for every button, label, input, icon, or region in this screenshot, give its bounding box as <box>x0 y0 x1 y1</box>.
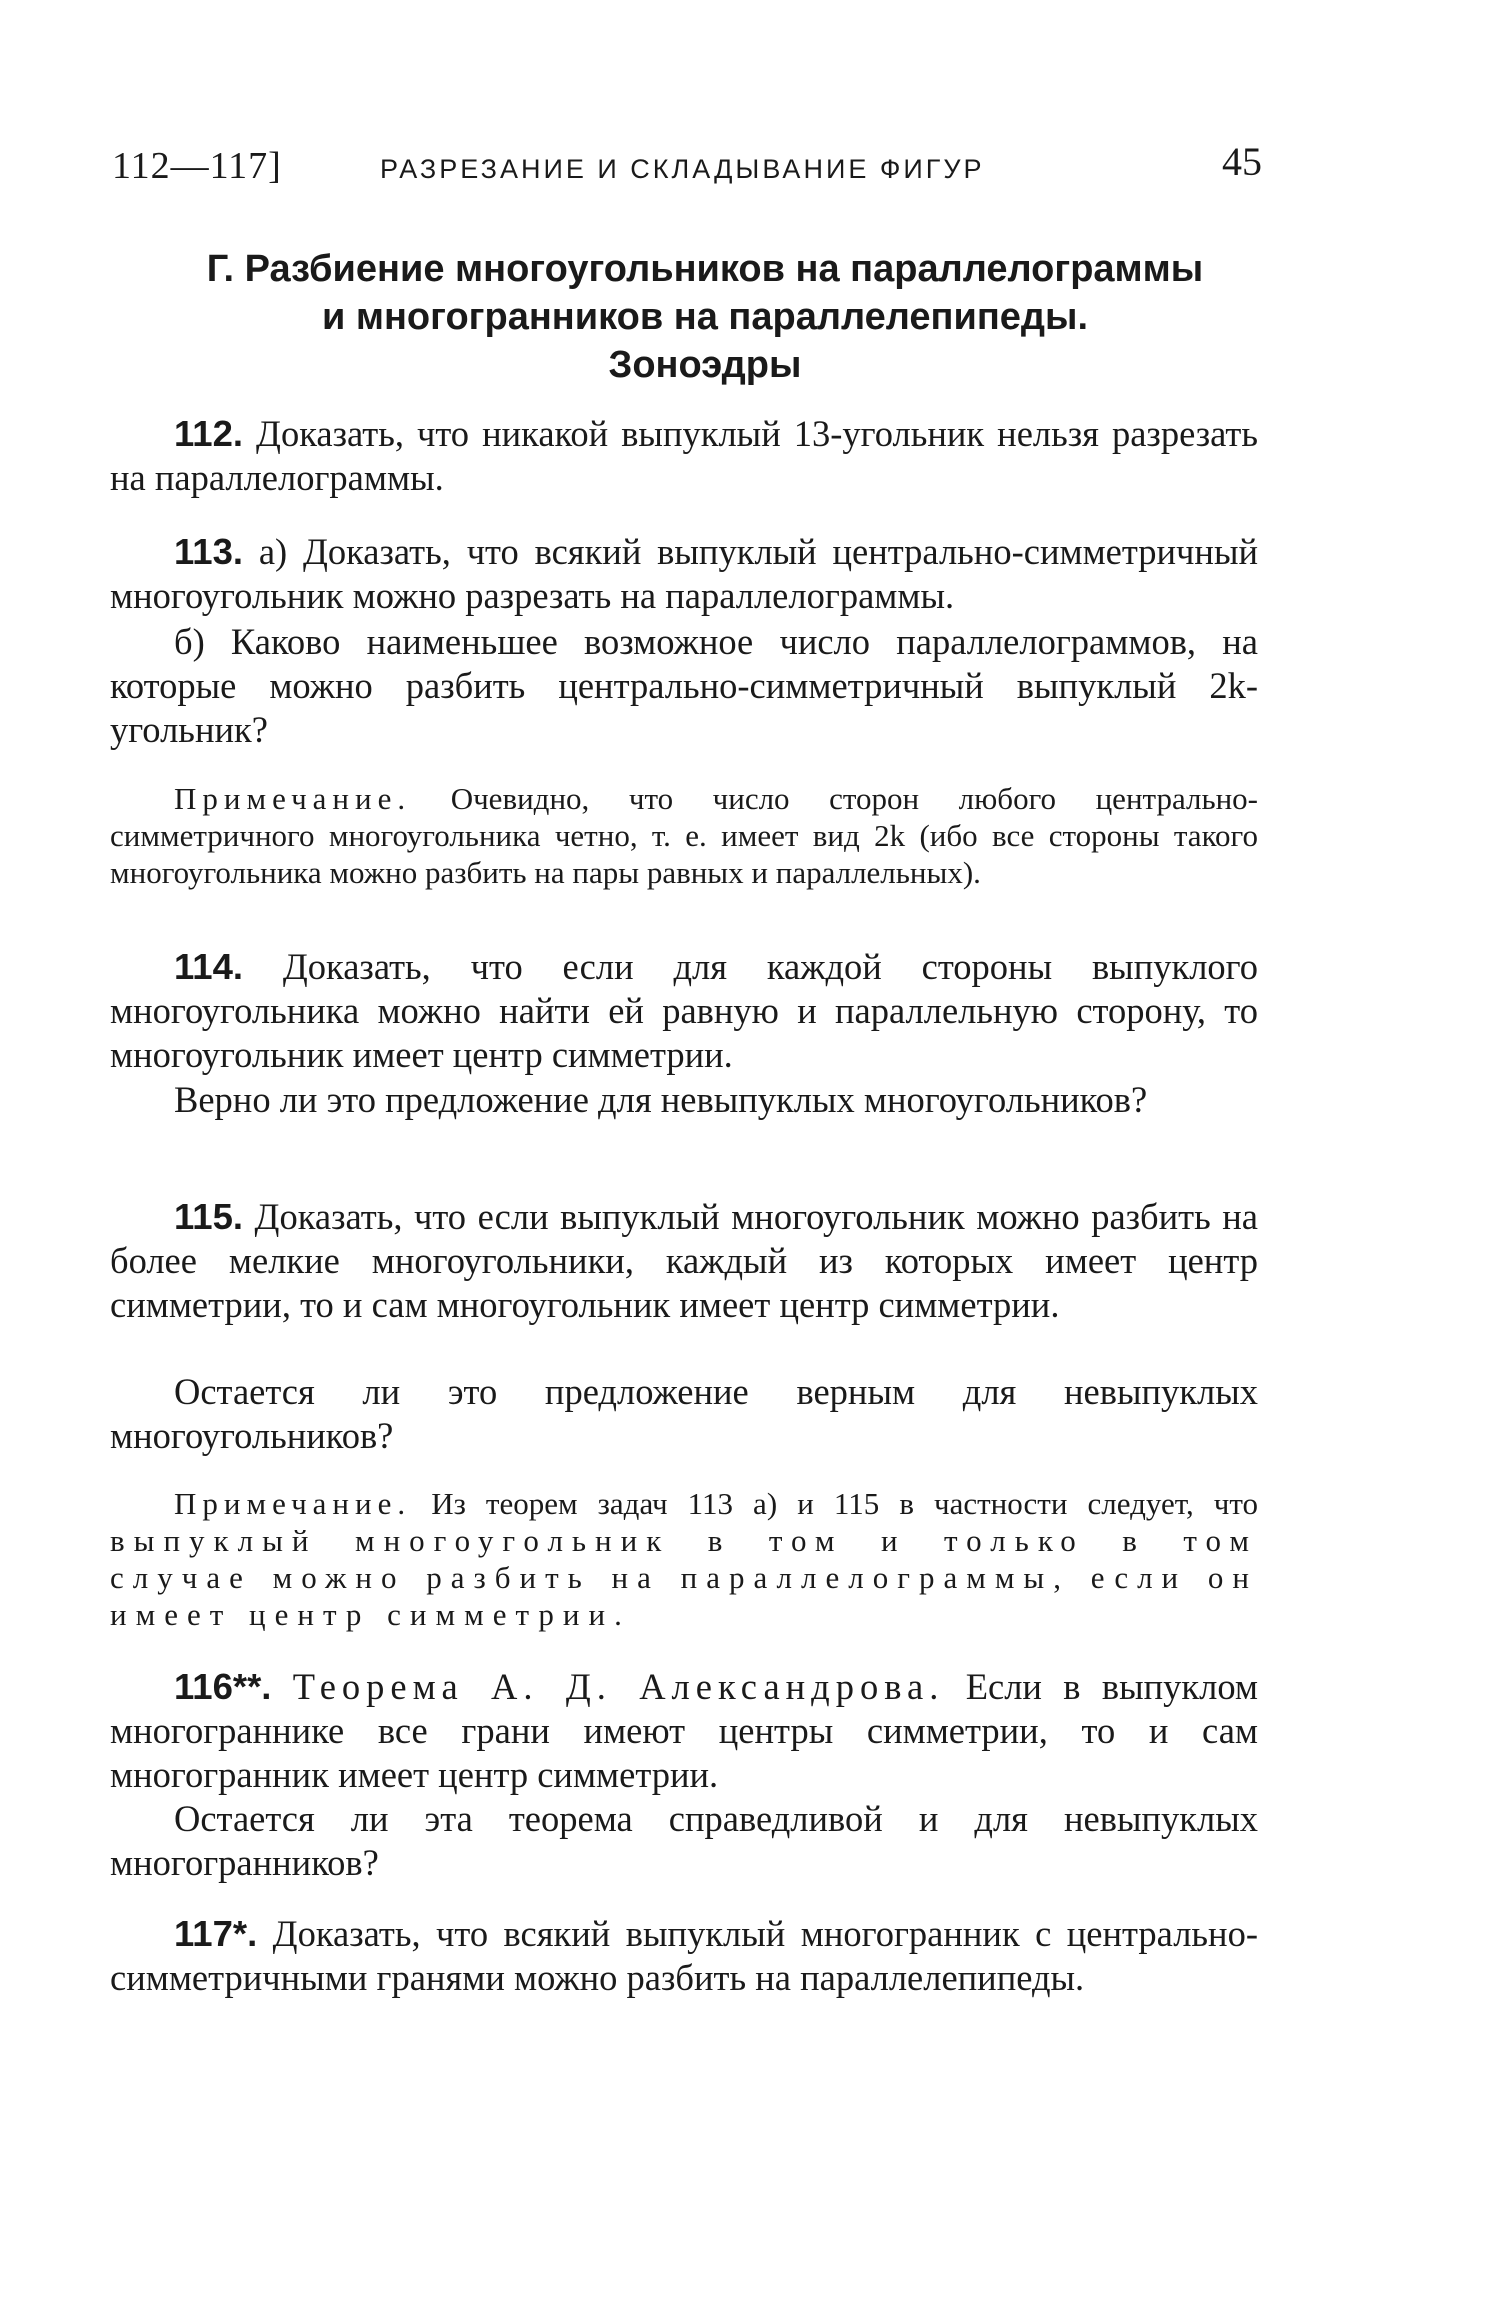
note-text: Очевидно, что число сторон любого центрально-симметричного многоугольника четно, т. е. имеет вид 2k (ибо все стороны такого многоугольника можно разбить на пары равных и параллельных). <box>110 781 1259 890</box>
problem-text: б) Каково наименьшее возможное число параллелограммов, на которые можно разбить центрально-симметричный выпуклый 2k-угольник? <box>110 621 1258 750</box>
problem-113-b <box>110 620 1258 752</box>
problem-text: Доказать, что если выпуклый многоугольник можно разбить на более мелкие многоугольники, каждый из которых имеет центр симметрии, то и сам многоугольник имеет центр симметрии. <box>110 1196 1259 1325</box>
problem-text: Если в выпуклом многограннике все грани имеют центры симметрии, то и сам многогранник имеет центр симметрии. <box>110 1666 1259 1795</box>
problem-text: Доказать, что никакой выпуклый 13-угольник нельзя разрезать на параллелограммы. <box>110 413 1259 498</box>
section-title-line: Г. Разбиение многоугольников на параллелограммы <box>206 248 1204 290</box>
problem-114-question <box>110 1078 1258 1122</box>
problem-116 <box>110 1665 1258 1797</box>
page-number: 45 <box>1222 139 1262 184</box>
problem-range: 112—117] <box>112 145 282 187</box>
page-header <box>112 138 1262 198</box>
problem-114 <box>110 945 1258 1077</box>
problem-number: 117*. <box>174 1913 258 1954</box>
problem-question: Остается ли это предложение верным для невыпуклых многоугольников? <box>110 1371 1258 1456</box>
problem-text: а) Доказать, что всякий выпуклый центрально-симметричный многоугольник можно разрезать на параллелограммы. <box>110 531 1258 616</box>
running-title: РАЗРЕЗАНИЕ И СКЛАДЫВАНИЕ ФИГУР <box>380 154 985 184</box>
problem-text: Доказать, что если для каждой стороны выпуклого многоугольника можно найти ей равную и параллельную сторону, то многоугольник имеет центр симметрии. <box>110 946 1258 1075</box>
problem-117 <box>110 1912 1258 2000</box>
problem-number: 114. <box>174 946 244 987</box>
problem-number: 113. <box>174 531 244 572</box>
problem-text: Доказать, что всякий выпуклый многогранник с центрально-симметричными гранями можно разбить на параллелепипеды. <box>110 1913 1258 1998</box>
note-label: Примечание. <box>174 1486 412 1521</box>
note-text: Из теорем задач 113 а) и 115 в частности следует, что <box>431 1486 1258 1521</box>
problem-116-question <box>110 1797 1258 1885</box>
problem-113-a <box>110 530 1258 618</box>
theorem-name: Теорема А. Д. Александрова. <box>292 1666 945 1707</box>
note-label: Примечание. <box>174 781 412 816</box>
section-title-line: и многогранников на параллелепипеды. <box>321 296 1089 338</box>
note-spaced-text: выпуклый многоугольник в том и только в том случае можно разбить на параллелограммы, если он имеет центр симметрии. <box>110 1523 1258 1632</box>
problem-number: 112. <box>174 413 244 454</box>
problem-question: Остается ли эта теорема справедливой и для невыпуклых многогранников? <box>110 1798 1258 1883</box>
problem-question: Верно ли это предложение для невыпуклых многоугольников? <box>174 1079 1148 1120</box>
note-115 <box>110 1485 1258 1633</box>
problem-number: 116**. <box>174 1666 272 1707</box>
section-title <box>150 245 1260 389</box>
problem-number: 115. <box>174 1196 244 1237</box>
note-113 <box>110 780 1258 891</box>
section-title-line: Зоноэдры <box>608 344 802 386</box>
problem-115 <box>110 1195 1258 1327</box>
problem-112 <box>110 412 1258 500</box>
problem-115-question <box>110 1370 1258 1458</box>
